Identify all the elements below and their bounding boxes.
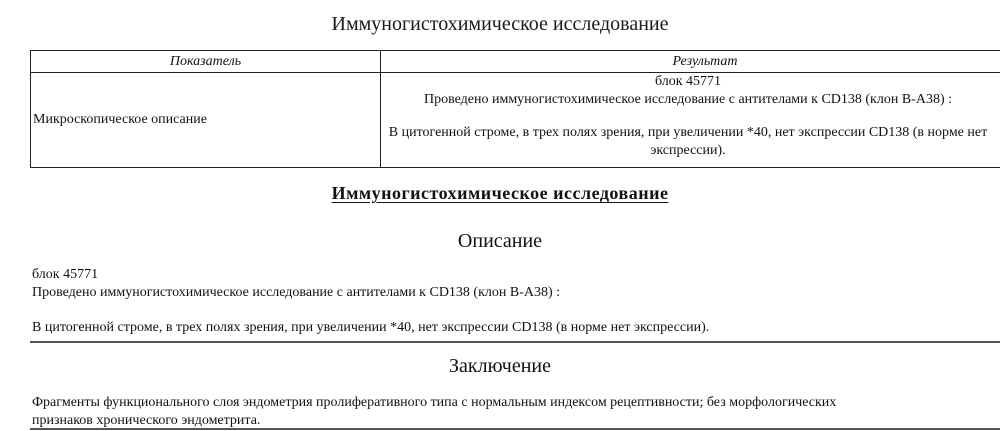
column-header-result: Результат bbox=[381, 51, 1000, 73]
table-row bbox=[31, 73, 1000, 168]
result-finding: В цитогенной строме, в трех полях зрения, при увеличении *40, нет экспрессии CD138 (в норме нет экспрессии). bbox=[388, 125, 988, 158]
result-block-number: блок 45771 bbox=[654, 74, 722, 89]
description-finding: В цитогенной строме, в трех полях зрения, при увеличении *40, нет экспрессии CD138 (в норме нет экспрессии). bbox=[32, 320, 710, 335]
divider-description bbox=[30, 341, 1000, 343]
section-title bbox=[0, 183, 1000, 204]
description-heading: Описание bbox=[457, 230, 543, 252]
table-header-row bbox=[31, 51, 1000, 73]
description-method: Проведено иммуногистохимическое исследование с антителами к CD138 (клон B-A38) : bbox=[32, 285, 561, 300]
document-title: Иммуногистохимическое исследование bbox=[331, 13, 669, 35]
description-block-number: блок 45771 bbox=[32, 267, 99, 282]
section-title-text: Иммуногистохимическое исследование bbox=[331, 183, 669, 203]
indicator-cell: Микроскопическое описание bbox=[31, 73, 381, 168]
spacer bbox=[32, 302, 709, 319]
result-cell bbox=[381, 73, 1000, 168]
results-table bbox=[30, 50, 1000, 168]
spacer bbox=[381, 109, 995, 124]
column-header-indicator: Показатель bbox=[31, 51, 381, 73]
result-method: Проведено иммуногистохимическое исследование с антителами к CD138 (клон B-A38) : bbox=[423, 92, 953, 107]
description-body bbox=[32, 266, 709, 337]
conclusion-text: Фрагменты функционального слоя эндометрия пролиферативного типа с нормальным индексом рецептивности; без морфологических признаков хронического эндометрита. bbox=[32, 395, 837, 428]
conclusion-heading: Заключение bbox=[449, 355, 551, 377]
divider-conclusion bbox=[30, 428, 1000, 430]
